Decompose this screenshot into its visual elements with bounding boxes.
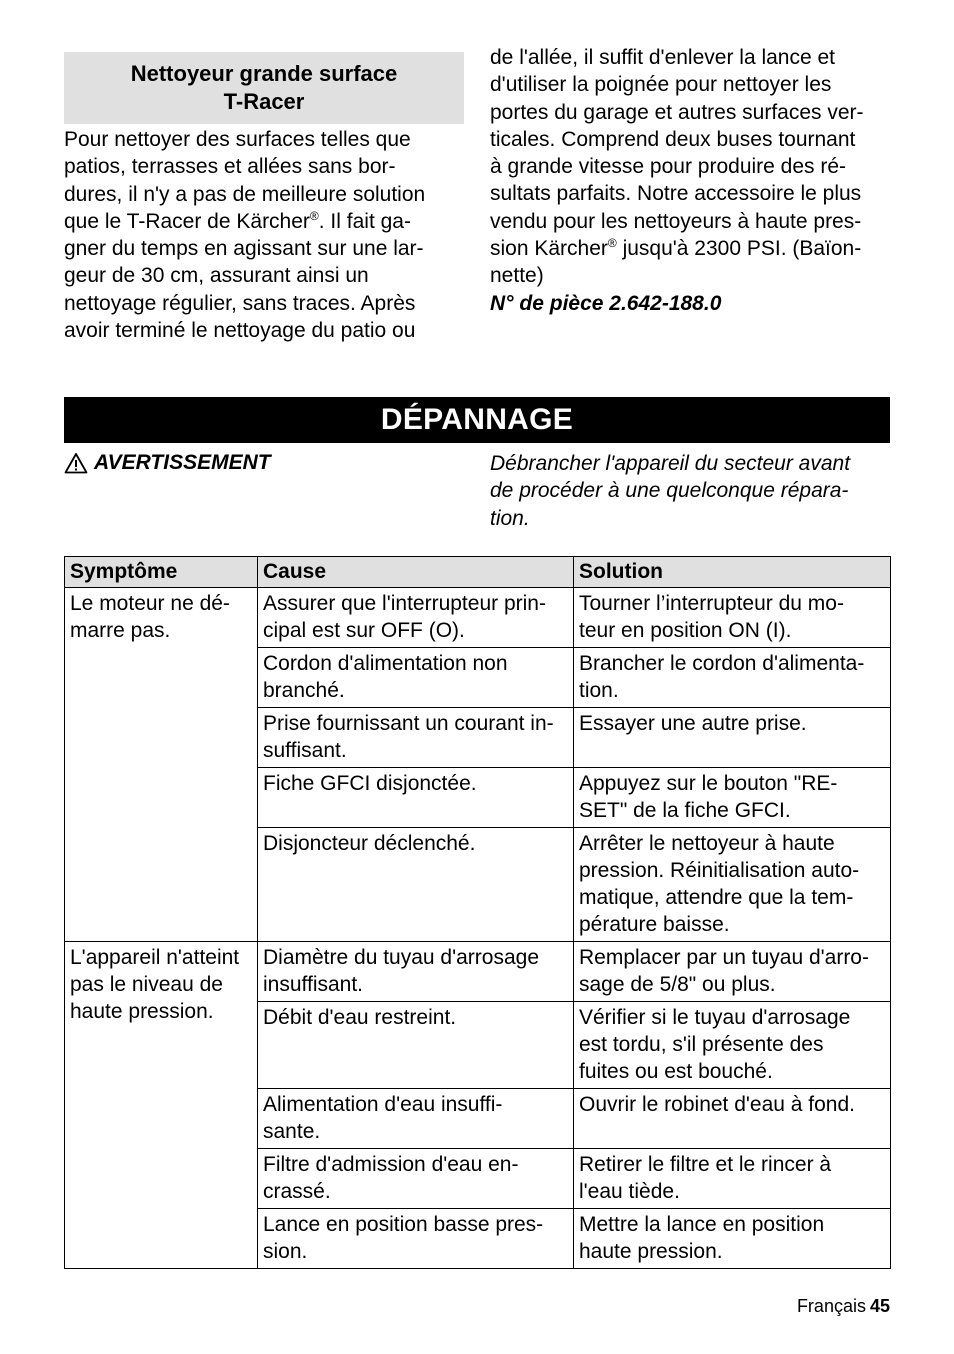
description-line: d'utiliser la poignée pour nettoyer les <box>490 73 832 97</box>
description-line: nette) <box>490 264 544 288</box>
footer-language: Français <box>796 1296 866 1316</box>
cause-cell <box>258 942 574 1002</box>
cause-cell-line: sante. <box>263 1120 321 1143</box>
description-line: que le T-Racer de Kärcher®. Il fait ga- <box>64 208 411 233</box>
warning-label-text: AVERTISSEMENT <box>94 451 271 474</box>
cause-cell <box>258 588 574 648</box>
warning-text-line: Débrancher l'appareil du secteur avant <box>490 452 851 475</box>
cause-cell-line: Fiche GFCI disjonctée. <box>263 772 477 795</box>
solution-cell <box>574 1002 891 1089</box>
description-line: patios, terrasses et allées sans bor- <box>64 155 396 179</box>
header-cause: Cause <box>258 557 574 588</box>
solution-cell-line: matique, attendre que la tem- <box>579 886 854 909</box>
solution-cell <box>574 1149 891 1209</box>
solution-cell <box>574 648 891 708</box>
description-line: sion Kärcher® jusqu'à 2300 PSI. (Baïon- <box>490 236 862 261</box>
symptom-cell-line: L'appareil n'atteint <box>70 946 240 969</box>
solution-cell-line: fuites ou est bouché. <box>579 1060 773 1083</box>
cause-cell-line: crassé. <box>263 1180 331 1203</box>
symptom-cell <box>65 942 258 1269</box>
header-symptom: Symptôme <box>65 557 258 588</box>
description-line: nettoyage régulier, sans traces. Après <box>64 291 416 315</box>
solution-cell-line: Arrêter le nettoyeur à haute <box>579 832 835 855</box>
solution-cell-line: pression. Réinitialisation auto- <box>579 859 860 882</box>
cause-cell <box>258 648 574 708</box>
cause-cell-line: suffisant. <box>263 739 347 762</box>
solution-cell <box>574 1089 891 1149</box>
solution-cell-line: pérature baisse. <box>579 913 730 936</box>
solution-cell-line: Retirer le filtre et le rincer à <box>579 1153 832 1176</box>
cause-cell <box>258 1209 574 1269</box>
solution-cell <box>574 1209 891 1269</box>
solution-cell-line: est tordu, s'il présente des <box>579 1033 824 1056</box>
solution-cell <box>574 708 891 768</box>
cause-cell <box>258 1149 574 1209</box>
table-row <box>65 942 891 1002</box>
cause-cell <box>258 828 574 942</box>
product-title-line2: T-Racer <box>223 89 305 114</box>
table-row <box>65 588 891 648</box>
cause-cell-line: Filtre d'admission d'eau en- <box>263 1153 519 1176</box>
symptom-cell-line: haute pression. <box>70 1000 214 1023</box>
product-description-right-lines <box>490 44 890 290</box>
header-solution: Solution <box>574 557 891 588</box>
symptom-cell-line: Le moteur ne dé- <box>70 592 230 615</box>
cause-cell <box>258 768 574 828</box>
solution-cell-line: Appuyez sur le bouton "RE- <box>579 772 838 795</box>
troubleshooting-table <box>64 556 891 1269</box>
product-title-box <box>64 52 464 124</box>
warning-text-line: tion. <box>490 506 530 530</box>
cause-cell <box>258 1089 574 1149</box>
section-title: DÉPANNAGE <box>380 403 574 436</box>
description-line: geur de 30 cm, assurant ainsi un <box>64 264 369 288</box>
description-line: Pour nettoyer des surfaces telles que <box>64 128 411 151</box>
warning-text-line: de procéder à une quelconque répara- <box>490 479 849 503</box>
solution-cell <box>574 942 891 1002</box>
description-line: de l'allée, il suffit d'enlever la lance et <box>490 46 836 69</box>
part-number: N° de pièce 2.642-188.0 <box>490 291 722 315</box>
solution-cell <box>574 828 891 942</box>
cause-cell-line: insuffisant. <box>263 973 364 996</box>
solution-cell-line: sage de 5/8" ou plus. <box>579 973 776 996</box>
solution-cell-line: tion. <box>579 679 619 702</box>
warning-triangle-icon <box>64 452 88 474</box>
solution-cell-line: teur en position ON (I). <box>579 619 792 642</box>
symptom-cell-line: pas le niveau de <box>70 973 223 996</box>
solution-cell-line: Ouvrir le robinet d'eau à fond. <box>579 1093 856 1116</box>
solution-cell-line: haute pression. <box>579 1240 723 1263</box>
section-banner <box>64 397 890 443</box>
cause-cell-line: Lance en position basse pres- <box>263 1213 544 1236</box>
warning-text <box>490 450 890 532</box>
cause-cell-line: Disjoncteur déclenché. <box>263 832 476 855</box>
cause-cell <box>258 1002 574 1089</box>
symptom-cell <box>65 588 258 942</box>
page-footer <box>797 1296 890 1317</box>
solution-cell-line: l'eau tiède. <box>579 1180 680 1203</box>
description-line: avoir terminé le nettoyage du patio ou <box>64 319 416 343</box>
product-title-line1: Nettoyeur grande surface <box>130 61 398 86</box>
solution-cell-line: Remplacer par un tuyau d'arro- <box>579 946 869 969</box>
description-line: gner du temps en agissant sur une lar- <box>64 237 424 261</box>
description-line: ticales. Comprend deux buses tournant <box>490 127 856 151</box>
description-line: à grande vitesse pour produire des ré- <box>490 155 847 179</box>
description-line: portes du garage et autres surfaces ver- <box>490 100 864 124</box>
solution-cell-line: Vérifier si le tuyau d'arrosage <box>579 1006 851 1029</box>
description-line: vendu pour les nettoyeurs à haute pres- <box>490 209 862 233</box>
warning-label <box>64 451 271 475</box>
cause-cell-line: Alimentation d'eau insuffi- <box>263 1093 503 1116</box>
cause-cell-line: cipal est sur OFF (O). <box>263 619 465 642</box>
cause-cell-line: branché. <box>263 679 345 702</box>
solution-cell <box>574 768 891 828</box>
cause-cell-line: Prise fournissant un courant in- <box>263 712 554 735</box>
cause-cell-line: Diamètre du tuyau d'arrosage <box>263 946 539 969</box>
description-line: sultats parfaits. Notre accessoire le plus <box>490 182 862 206</box>
solution-cell-line: Essayer une autre prise. <box>579 712 807 735</box>
product-description-right <box>490 44 890 317</box>
symptom-cell-line: marre pas. <box>70 619 171 642</box>
solution-cell-line: Mettre la lance en position <box>579 1213 825 1236</box>
cause-cell-line: Cordon d'alimentation non <box>263 652 508 675</box>
cause-cell-line: Assurer que l'interrupteur prin- <box>263 592 546 615</box>
solution-cell <box>574 588 891 648</box>
cause-cell <box>258 708 574 768</box>
solution-cell-line: Tourner l’interrupteur du mo- <box>579 592 844 615</box>
product-description-left <box>64 126 464 344</box>
page-number: 45 <box>869 1296 890 1316</box>
solution-cell-line: SET" de la fiche GFCI. <box>579 799 791 822</box>
description-line: dures, il n'y a pas de meilleure solution <box>64 182 426 206</box>
cause-cell-line: Débit d'eau restreint. <box>263 1006 457 1029</box>
solution-cell-line: Brancher le cordon d'alimenta- <box>579 652 865 675</box>
cause-cell-line: sion. <box>263 1240 308 1263</box>
table-header-row <box>65 557 891 588</box>
